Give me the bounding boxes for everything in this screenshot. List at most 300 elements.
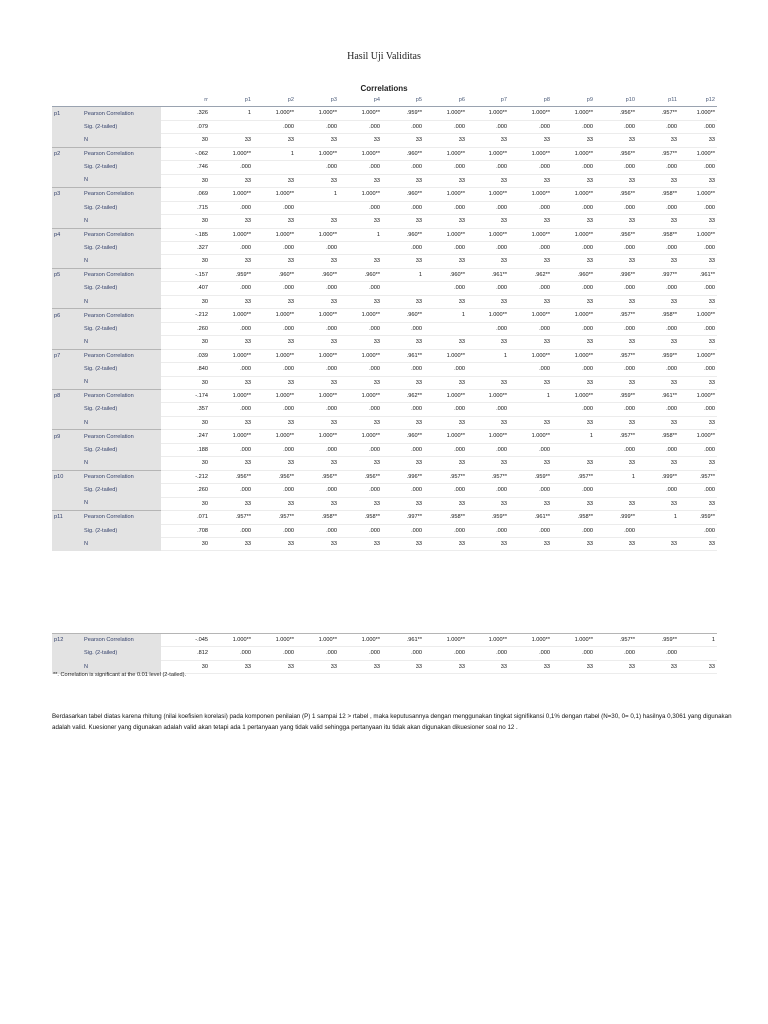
table-cell: .188: [161, 443, 210, 456]
column-header: p7: [467, 94, 509, 107]
statistic-label: N: [82, 376, 161, 389]
variable-label: p2: [52, 147, 82, 160]
table-row: [52, 336, 717, 349]
table-cell: 33: [339, 215, 382, 228]
table-cell: .000: [424, 524, 467, 537]
table-cell: 1.000**: [210, 309, 253, 322]
table-cell: .000: [253, 484, 296, 497]
table-cell: .000: [253, 647, 296, 660]
table-cell: 33: [552, 174, 595, 187]
table-cell: 33: [296, 134, 339, 147]
table-cell: 33: [382, 295, 424, 308]
table-row: [52, 497, 717, 510]
table-cell: 1.000**: [253, 309, 296, 322]
table-cell: .326: [161, 107, 210, 120]
table-row: [52, 282, 717, 295]
table-cell: 1: [382, 268, 424, 281]
table-cell: 33: [509, 416, 552, 429]
table-cell: .071: [161, 511, 210, 524]
variable-label: [52, 647, 82, 660]
table-cell: 33: [253, 660, 296, 673]
table-cell: .957**: [552, 470, 595, 483]
variable-label: [52, 174, 82, 187]
variable-label: [52, 134, 82, 147]
table-cell: .959**: [679, 511, 717, 524]
table-cell: 33: [595, 376, 637, 389]
table-cell: 33: [382, 134, 424, 147]
table-cell: 30: [161, 660, 210, 673]
variable-label: [52, 443, 82, 456]
table-cell: .960**: [424, 268, 467, 281]
table-cell: .407: [161, 282, 210, 295]
table-cell: .000: [467, 161, 509, 174]
statistic-label: Sig. (2-tailed): [82, 443, 161, 456]
table-cell: .000: [296, 647, 339, 660]
table-row: [52, 634, 717, 647]
table-row: [52, 161, 717, 174]
table-row: [52, 484, 717, 497]
statistic-label: N: [82, 660, 161, 673]
table-cell: .000: [424, 282, 467, 295]
table-cell: .000: [509, 484, 552, 497]
table-cell: 33: [467, 537, 509, 550]
table-cell: 1.000**: [296, 430, 339, 443]
table-cell: .000: [296, 161, 339, 174]
table-cell: 33: [595, 497, 637, 510]
statistic-label: N: [82, 457, 161, 470]
statistic-label: N: [82, 537, 161, 550]
header-spacer: [52, 94, 82, 107]
table-cell: .000: [552, 322, 595, 335]
table-cell: 1.000**: [253, 634, 296, 647]
table-cell: .000: [253, 282, 296, 295]
table-cell: 1.000**: [679, 188, 717, 201]
table-cell: .000: [637, 322, 679, 335]
table-row: [52, 147, 717, 160]
table-cell: .000: [339, 443, 382, 456]
table-cell: .000: [509, 282, 552, 295]
table-cell: 1.000**: [253, 107, 296, 120]
table-cell: 33: [679, 215, 717, 228]
table-cell: .000: [637, 282, 679, 295]
table-cell: .000: [595, 120, 637, 133]
table-cell: 33: [552, 457, 595, 470]
table-row: [52, 309, 717, 322]
table-cell: 1.000**: [679, 430, 717, 443]
table-cell: .000: [552, 524, 595, 537]
table-cell: .000: [679, 403, 717, 416]
table-cell: .956**: [210, 470, 253, 483]
table-cell: 33: [424, 497, 467, 510]
table-cell: .812: [161, 647, 210, 660]
table-cell: 1: [424, 309, 467, 322]
table-cell: 33: [637, 174, 679, 187]
table-row: [52, 107, 717, 120]
table-cell: 1.000**: [253, 389, 296, 402]
conclusion-paragraph: Berdasarkan tabel diatas karena rhitung (nilai koefisien korelasi) pada komponen penilaian (P) 1 sampai 12 > rtabel , maka keputusannya dengan menggunakan tingkat signifikansi 0,1% dengan rtabel (N=30, 0= 0,1) hasilnya 0,3061 yang digunakan adalah valid. Kuesioner yang digunakan adalah valid akan tetapi ada 1 pertanyaan yang tidak valid sehingga pertanyaan itu tidak akan digunakan dikuesioner soal no 12 .: [52, 713, 732, 731]
table-cell: 1.000**: [253, 430, 296, 443]
table-cell: .000: [552, 403, 595, 416]
table-cell: .997**: [637, 268, 679, 281]
table-cell: 33: [382, 660, 424, 673]
table-cell: 1: [679, 634, 717, 647]
table-cell: 1.000**: [509, 349, 552, 362]
table-cell: .000: [595, 524, 637, 537]
table-cell: 30: [161, 336, 210, 349]
table-cell: 33: [296, 336, 339, 349]
table-cell: 1.000**: [210, 147, 253, 160]
table-cell: .327: [161, 241, 210, 254]
table-cell: 33: [679, 457, 717, 470]
header-spacer: [82, 94, 161, 107]
table-cell: .000: [679, 363, 717, 376]
table-cell: 33: [509, 457, 552, 470]
table-cell: [253, 161, 296, 174]
table-cell: .000: [637, 647, 679, 660]
table-cell: .960**: [552, 268, 595, 281]
statistic-label: N: [82, 215, 161, 228]
table-cell: 33: [679, 134, 717, 147]
table-cell: .357: [161, 403, 210, 416]
table-cell: 33: [339, 457, 382, 470]
table-cell: .000: [210, 322, 253, 335]
table-cell: 33: [467, 255, 509, 268]
statistic-label: N: [82, 174, 161, 187]
table-cell: 33: [679, 295, 717, 308]
table-cell: .000: [424, 363, 467, 376]
table-cell: 33: [467, 336, 509, 349]
table-cell: .000: [210, 403, 253, 416]
table-cell: .958**: [339, 511, 382, 524]
table-cell: 33: [296, 376, 339, 389]
table-cell: 33: [552, 336, 595, 349]
table-cell: 33: [509, 295, 552, 308]
table-cell: .000: [339, 484, 382, 497]
table-cell: -.045: [161, 634, 210, 647]
table-cell: 33: [253, 255, 296, 268]
table-cell: .000: [339, 403, 382, 416]
table-cell: 33: [339, 416, 382, 429]
table-row: [52, 537, 717, 550]
statistic-label: Pearson Correlation: [82, 511, 161, 524]
table-cell: 33: [339, 255, 382, 268]
table-cell: .961**: [467, 268, 509, 281]
table-cell: 33: [296, 215, 339, 228]
table-cell: 1.000**: [253, 188, 296, 201]
table-cell: 1.000**: [424, 430, 467, 443]
table-cell: 33: [595, 295, 637, 308]
table-cell: .000: [637, 443, 679, 456]
table-cell: -.212: [161, 470, 210, 483]
table-row: [52, 201, 717, 214]
table-cell: 33: [467, 416, 509, 429]
document-title: Hasil Uji Validitas: [347, 51, 421, 62]
table-cell: .960**: [382, 188, 424, 201]
table-cell: 33: [339, 134, 382, 147]
table-cell: 33: [382, 215, 424, 228]
table-row: [52, 470, 717, 483]
table-cell: .962**: [509, 268, 552, 281]
table-cell: 33: [637, 416, 679, 429]
table-cell: .079: [161, 120, 210, 133]
variable-label: [52, 336, 82, 349]
table-cell: .000: [339, 161, 382, 174]
table-cell: .000: [339, 282, 382, 295]
table-cell: .000: [552, 484, 595, 497]
table-cell: 33: [679, 174, 717, 187]
table-cell: 33: [637, 497, 679, 510]
table-cell: .000: [382, 120, 424, 133]
table-cell: 33: [679, 336, 717, 349]
variable-label: p1: [52, 107, 82, 120]
table-cell: 33: [679, 497, 717, 510]
statistic-label: N: [82, 134, 161, 147]
table-cell: 1.000**: [339, 389, 382, 402]
table-cell: 33: [595, 457, 637, 470]
table-cell: 1.000**: [467, 188, 509, 201]
table-footnote: **. Correlation is significant at the 0.01 level (2-tailed).: [53, 672, 187, 678]
table-cell: .959**: [382, 107, 424, 120]
table-cell: 1.000**: [339, 188, 382, 201]
table-cell: 33: [382, 497, 424, 510]
table-cell: .962**: [382, 389, 424, 402]
table-cell: .000: [424, 484, 467, 497]
table-cell: 30: [161, 134, 210, 147]
table-cell: 33: [210, 295, 253, 308]
statistic-label: N: [82, 497, 161, 510]
table-cell: 33: [637, 295, 679, 308]
table-cell: 33: [509, 376, 552, 389]
table-cell: 1.000**: [552, 228, 595, 241]
table-cell: .957**: [595, 349, 637, 362]
table-cell: 33: [467, 497, 509, 510]
table-cell: 33: [296, 174, 339, 187]
table-cell: .000: [210, 647, 253, 660]
table-cell: .957**: [467, 470, 509, 483]
table-cell: 33: [339, 537, 382, 550]
table-cell: 33: [679, 376, 717, 389]
table-cell: .000: [637, 241, 679, 254]
table-cell: 33: [210, 537, 253, 550]
table-cell: .000: [552, 161, 595, 174]
table-cell: -.174: [161, 389, 210, 402]
table-cell: 33: [424, 457, 467, 470]
statistic-label: Pearson Correlation: [82, 389, 161, 402]
table-cell: 33: [595, 174, 637, 187]
table-cell: [467, 363, 509, 376]
table-cell: 1.000**: [424, 107, 467, 120]
table-cell: .000: [253, 322, 296, 335]
table-cell: .961**: [637, 389, 679, 402]
table-cell: 33: [253, 215, 296, 228]
table-row: [52, 416, 717, 429]
table-cell: .000: [595, 201, 637, 214]
table-cell: 30: [161, 376, 210, 389]
table-cell: 33: [637, 376, 679, 389]
statistic-label: Pearson Correlation: [82, 147, 161, 160]
variable-label: p11: [52, 511, 82, 524]
table-cell: .961**: [382, 634, 424, 647]
table-cell: .000: [595, 241, 637, 254]
table-cell: 33: [339, 660, 382, 673]
table-cell: 33: [595, 537, 637, 550]
table-cell: .000: [253, 201, 296, 214]
table-cell: .000: [467, 443, 509, 456]
variable-label: [52, 295, 82, 308]
table-cell: 33: [637, 457, 679, 470]
table-cell: 33: [296, 660, 339, 673]
table-cell: .000: [382, 363, 424, 376]
table-body: [52, 107, 717, 551]
table-cell: 33: [296, 416, 339, 429]
table-cell: .000: [296, 241, 339, 254]
table-row: [52, 389, 717, 402]
table-cell: .000: [339, 322, 382, 335]
table-cell: 30: [161, 457, 210, 470]
table-cell: 33: [424, 336, 467, 349]
table-cell: 1.000**: [509, 147, 552, 160]
statistic-label: Sig. (2-tailed): [82, 647, 161, 660]
table-cell: .000: [253, 120, 296, 133]
table-cell: .000: [296, 322, 339, 335]
table-cell: 1: [509, 389, 552, 402]
table-cell: .000: [382, 647, 424, 660]
column-header: p3: [296, 94, 339, 107]
table-cell: .956**: [595, 188, 637, 201]
variable-label: p12: [52, 634, 82, 647]
statistic-label: Sig. (2-tailed): [82, 241, 161, 254]
table-cell: 33: [424, 660, 467, 673]
table-cell: 33: [210, 336, 253, 349]
table-cell: 33: [253, 457, 296, 470]
table-cell: 1.000**: [296, 634, 339, 647]
table-cell: .000: [424, 241, 467, 254]
variable-label: [52, 376, 82, 389]
table-cell: 33: [296, 255, 339, 268]
table-cell: .708: [161, 524, 210, 537]
table-cell: 1.000**: [552, 107, 595, 120]
variable-label: [52, 497, 82, 510]
table-cell: 33: [253, 537, 296, 550]
table-cell: 1.000**: [424, 228, 467, 241]
table-cell: 1.000**: [679, 389, 717, 402]
table-cell: [339, 241, 382, 254]
table-cell: .000: [210, 241, 253, 254]
table-cell: .958**: [296, 511, 339, 524]
table-cell: 33: [637, 336, 679, 349]
table-cell: .000: [253, 363, 296, 376]
table-cell: .260: [161, 322, 210, 335]
table-cell: 33: [253, 174, 296, 187]
statistic-label: Sig. (2-tailed): [82, 201, 161, 214]
variable-label: [52, 255, 82, 268]
table-cell: .000: [595, 322, 637, 335]
table-cell: 33: [595, 336, 637, 349]
table-cell: [424, 322, 467, 335]
variable-label: p6: [52, 309, 82, 322]
table-cell: .000: [339, 120, 382, 133]
table-cell: .000: [210, 201, 253, 214]
table-cell: .000: [467, 524, 509, 537]
variable-label: p9: [52, 430, 82, 443]
table-cell: 33: [253, 134, 296, 147]
column-header: p5: [382, 94, 424, 107]
table-cell: .000: [210, 443, 253, 456]
table-cell: .000: [210, 484, 253, 497]
table-cell: 33: [210, 134, 253, 147]
table-cell: .957**: [595, 430, 637, 443]
variable-label: [52, 457, 82, 470]
table-cell: .260: [161, 484, 210, 497]
table-cell: 1.000**: [467, 430, 509, 443]
table-cell: 33: [679, 537, 717, 550]
table-cell: 1.000**: [424, 349, 467, 362]
table-cell: .000: [382, 322, 424, 335]
table-cell: .000: [679, 443, 717, 456]
table-cell: .959**: [637, 634, 679, 647]
statistic-label: Pearson Correlation: [82, 228, 161, 241]
table-cell: 33: [382, 376, 424, 389]
table-cell: .959**: [467, 511, 509, 524]
table-cell: -.212: [161, 309, 210, 322]
table-cell: 33: [253, 416, 296, 429]
table-cell: .000: [595, 443, 637, 456]
table-cell: .000: [424, 403, 467, 416]
variable-label: [52, 537, 82, 550]
table-cell: .957**: [595, 309, 637, 322]
table-cell: 33: [552, 416, 595, 429]
table-cell: 1.000**: [509, 430, 552, 443]
table-cell: .958**: [552, 511, 595, 524]
variable-label: [52, 403, 82, 416]
table-cell: .957**: [637, 147, 679, 160]
table-cell: .000: [552, 201, 595, 214]
table-cell: .840: [161, 363, 210, 376]
table-cell: 33: [253, 376, 296, 389]
variable-label: [52, 201, 82, 214]
table-cell: 33: [467, 376, 509, 389]
table-cell: 33: [296, 457, 339, 470]
variable-label: p10: [52, 470, 82, 483]
table-cell: .000: [382, 241, 424, 254]
table-cell: 1.000**: [509, 188, 552, 201]
variable-label: [52, 120, 82, 133]
table-cell: [382, 282, 424, 295]
table-cell: .000: [679, 524, 717, 537]
table-cell: .000: [467, 403, 509, 416]
table-cell: .000: [382, 443, 424, 456]
table-row: [52, 174, 717, 187]
table-cell: 33: [339, 497, 382, 510]
statistic-label: Sig. (2-tailed): [82, 282, 161, 295]
table-cell: 1.000**: [467, 147, 509, 160]
table-cell: 1.000**: [509, 309, 552, 322]
table-cell: -.157: [161, 268, 210, 281]
table-row: [52, 215, 717, 228]
table-cell: 33: [210, 376, 253, 389]
table-row: [52, 134, 717, 147]
table-cell: 1.000**: [424, 147, 467, 160]
table-cell: .000: [595, 282, 637, 295]
statistic-label: N: [82, 416, 161, 429]
table-cell: 33: [382, 537, 424, 550]
table-cell: 33: [509, 215, 552, 228]
table-cell: 1.000**: [210, 389, 253, 402]
table-row: [52, 363, 717, 376]
table-cell: .961**: [382, 349, 424, 362]
table-cell: .957**: [210, 511, 253, 524]
table-cell: 33: [595, 215, 637, 228]
